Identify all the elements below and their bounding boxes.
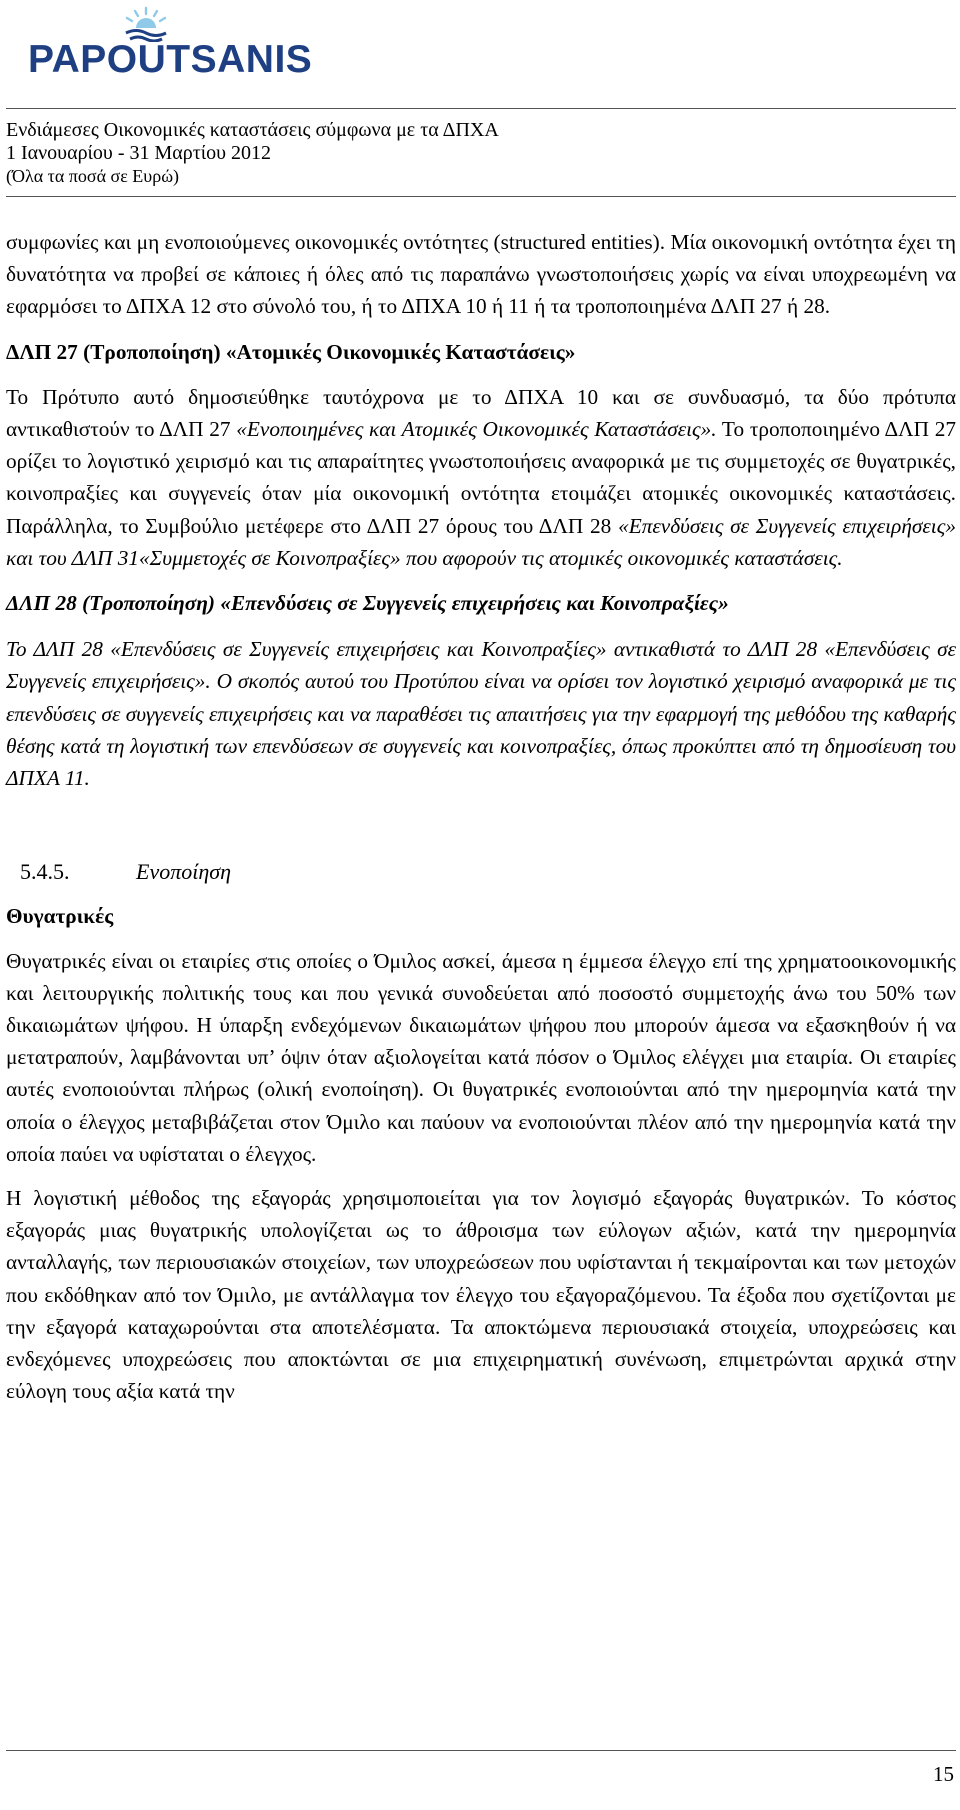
report-period: 1 Ιανουαρίου - 31 Μαρτίου 2012 bbox=[6, 142, 272, 164]
section-number: 5.4.5. bbox=[20, 859, 70, 885]
footer-rule bbox=[6, 1750, 956, 1751]
paragraph-ias27 bbox=[6, 381, 956, 574]
header-bottom-rule bbox=[6, 196, 956, 197]
section-title: Ενοποίηση bbox=[136, 859, 232, 885]
paragraph-continuation: συμφωνίες και μη ενοποιούμενες οικονομικές οντότητες (structured entities). Μία οικονομική οντότητα έχει τη δυνατότητα να προβεί σε κάποιες ή όλες από τις παραπάνω γνωστοποιήσεις χωρίς να είναι υποχρεωμένη να εφαρμόσει το ΔΠΧΑ 12 στο σύνολό του, ή το ΔΠΧΑ 10 ή 11 ή τα τροποποιημένα ΔΛΠ 27 ή 28. bbox=[6, 230, 956, 319]
heading-subsidiaries: Θυγατρικές bbox=[6, 904, 114, 929]
paragraph-subsidiaries-1: Θυγατρικές είναι οι εταιρίες στις οποίες ο Όμιλος ασκεί, άμεσα η έμμεσα έλεγχο επί της χρηματοοικονομικής και λειτουργικής πολιτικής τους και που γενικά συνοδεύεται από ποσοστό συμμετοχής άνω του 50% των δικαιωμάτων ψήφου. Η ύπαρξη ενδεχόμενων δικαιωμάτων ψήφου που μπορούν άμεσα να εξασκηθούν ή να μετατραπούν, λαμβάνονται υπ’ όψιν όταν αξιολογείται κατά πόσον ο Όμιλος ελέγχει μια εταιρία. Οι εταιρίες αυτές ενοποιούνται πλήρως (ολική ενοποίηση). Οι θυγατρικές ενοποιούνται από την ημερομηνία κατά την οποία ο έλεγχος μεταβιβάζεται στον Όμιλο και παύουν να ενοποιούνται πλέον από την ημερομηνία κατά την οποία παύει να υφίσταται ο έλεγχος. bbox=[6, 948, 956, 1166]
document-header bbox=[6, 119, 956, 188]
logo-wordmark: PAPOUTSANIS bbox=[28, 38, 313, 81]
document-body bbox=[6, 226, 956, 1408]
ias27-text-b: «Ενοποιημένες και Ατομικές Οικονομικές Καταστάσεις». bbox=[236, 417, 717, 442]
ias27-text-c: Το τροποποιημένο ΔΛΠ 27 ορίζει το λογιστικό χειρισμό και τις απαραίτητες γνωστοποιήσεις αναφορικά με τις συμμετοχές σε θυγατρικές, κοινοπραξίες και συγγενείς όταν μία οικονομική οντότητα ετοιμάζει ατομικές οικονομικές καταστάσεις. Παράλληλα, το Συμβούλιο μετέφερε στο ΔΛΠ 27 όρους του ΔΛΠ 28 bbox=[6, 417, 956, 538]
heading-ias27: ΔΛΠ 27 (Τροποποίηση) «Ατομικές Οικονομικές Καταστάσεις» bbox=[6, 339, 576, 364]
section-heading bbox=[6, 856, 956, 888]
sun-wave-logo-icon bbox=[116, 6, 176, 42]
company-logo bbox=[28, 6, 313, 84]
paragraph-subsidiaries-2: Η λογιστική μέθοδος της εξαγοράς χρησιμοποιείται για τον λογισμό εξαγοράς θυγατρικών. Το κόστος εξαγοράς μιας θυγατρικής υπολογίζεται ως το άθροισμα των εύλογων αξιών, κατά την ημερομηνία ανταλλαγής, των περιουσιακών στοιχείων, των υποχρεώσεων που υφίστανται ή τεκμαίρονται και των μετοχών που εκδόθηκαν από τον Όμιλο, με αντάλλαγμα τον έλεγχο του εξαγοραζόμενου. Τα έξοδα που σχετίζονται με την εξαγορά καταχωρούνται στα αποτελέσματα. Τα αποκτώμενα περιουσιακά στοιχεία, υποχρεώσεις και ενδεχόμενες υποχρεώσεις που αποκτώνται σε μια επιχειρηματική συνένωση, επιμετρώνται αρχικά στην εύλογη τους αξία κατά την bbox=[6, 1186, 956, 1404]
header-top-rule bbox=[6, 108, 956, 109]
ias27-text-d: «Επενδύσεις σε Συγγενείς επιχειρήσεις» και του ΔΛΠ 31«Συμμετοχές σε Κοινοπραξίες» που αφορούν τις ατομικές οικονομικές καταστάσεις. bbox=[6, 513, 956, 570]
paragraph-ias28: Το ΔΛΠ 28 «Επενδύσεις σε Συγγενείς επιχειρήσεις και Κοινοπραξίες» αντικαθιστά το ΔΛΠ 28 «Επενδύσεις σε Συγγενείς επιχειρήσεις». Ο σκοπός αυτού του Προτύπου είναι να ορίσει τον λογιστικό χειρισμό αναφορικά με τις επενδύσεις σε συγγενείς επιχειρήσεις και να παραθέσει τις απαιτήσεις για την εφαρμογή της μεθόδου της καθαρής θέσης κατά τη λογιστική των επενδύσεων σε συγγενείς και κοινοπραξίες, όπως προκύπτει από τη δημοσίευση του ΔΠΧΑ 11. bbox=[6, 637, 956, 791]
heading-ias28: ΔΛΠ 28 (Τροποποίηση) «Επενδύσεις σε Συγγενείς επιχειρήσεις και Κοινοπραξίες» bbox=[6, 591, 729, 616]
report-title: Ενδιάμεσες Οικονομικές καταστάσεις σύμφωνα με τα ΔΠΧΑ bbox=[6, 119, 499, 141]
currency-note: (Όλα τα ποσά σε Ευρώ) bbox=[6, 166, 180, 186]
page-number: 15 bbox=[933, 1762, 954, 1786]
ias27-text-a: Το Πρότυπο αυτό δημοσιεύθηκε ταυτόχρονα με το ΔΠΧΑ 10 και σε συνδυασμό, τα δύο πρότυπα αντικαθιστούν το ΔΛΠ 27 bbox=[6, 384, 956, 442]
